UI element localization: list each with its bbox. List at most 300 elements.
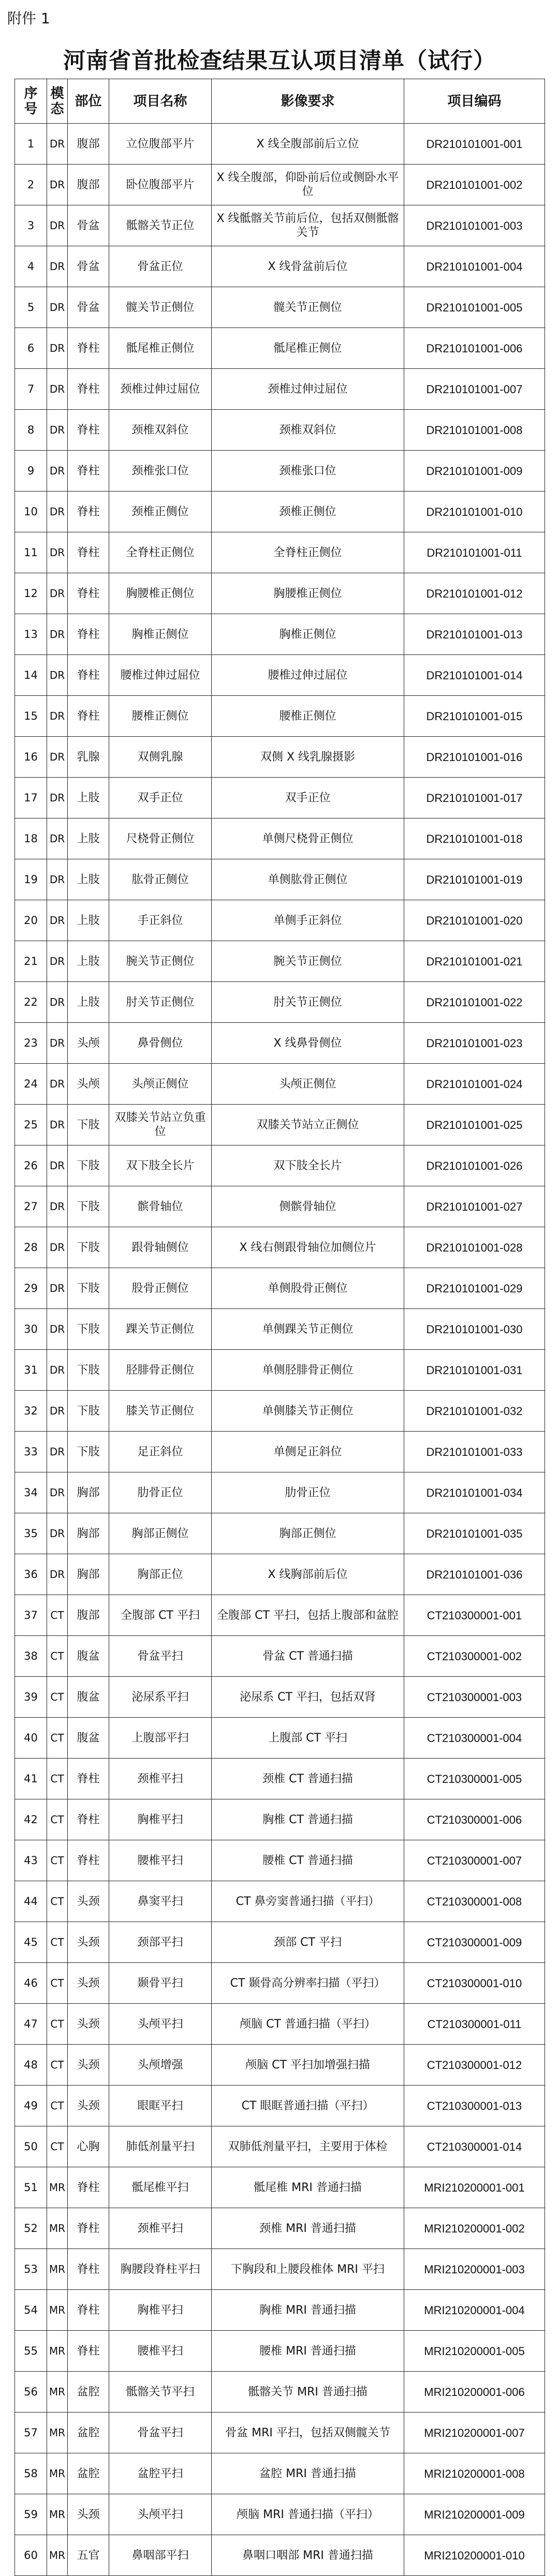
cell-code: CT210300001-012 [404,2045,545,2086]
cell-name: 头颅增强 [109,2045,212,2086]
cell-no: 13 [15,614,47,655]
table-row [15,941,545,982]
cell-part: 头颈 [68,2004,109,2045]
cell-modality: DR [47,982,68,1023]
cell-modality: DR [47,287,68,328]
table-row [15,1840,545,1881]
cell-code: CT210300001-009 [404,1922,545,1963]
cell-modality: MR [47,2372,68,2413]
cell-requirement: 髋关节正侧位 [212,287,404,328]
cell-part: 头颈 [68,2045,109,2086]
cell-name: 髌骨轴位 [109,1186,212,1227]
cell-part: 脊柱 [68,532,109,573]
cell-requirement: 肋骨正位 [212,1472,404,1513]
cell-name: 胸椎平扫 [109,2290,212,2331]
cell-part: 头颈 [68,1922,109,1963]
cell-requirement: 腰椎过伸过屈位 [212,655,404,696]
cell-code: DR210101001-034 [404,1472,545,1513]
cell-no: 37 [15,1595,47,1636]
cell-code: CT210300001-002 [404,1636,545,1677]
cell-modality: DR [47,696,68,737]
cell-modality: DR [47,1064,68,1105]
cell-modality: CT [47,2126,68,2167]
table-header-row [15,79,545,124]
cell-requirement: X 线骨盆前后位 [212,246,404,287]
cell-no: 36 [15,1554,47,1595]
cell-part: 下肢 [68,1309,109,1350]
cell-code: DR210101001-030 [404,1309,545,1350]
cell-part: 腹部 [68,124,109,165]
table-row [15,2004,545,2045]
cell-code: MRI210200001-010 [404,2535,545,2576]
cell-part: 腹盆 [68,1718,109,1759]
table-row [15,328,545,369]
table-row [15,1268,545,1309]
cell-no: 9 [15,451,47,492]
cell-code: DR210101001-004 [404,246,545,287]
cell-name: 髋关节正侧位 [109,287,212,328]
cell-name: 骨盆平扫 [109,2413,212,2453]
cell-name: 膝关节正侧位 [109,1391,212,1432]
cell-code: CT210300001-003 [404,1677,545,1718]
cell-requirement: CT 鼻旁窦普通扫描（平扫） [212,1881,404,1922]
cell-modality: DR [47,1350,68,1391]
cell-code: DR210101001-015 [404,696,545,737]
project-table [14,79,545,2576]
table-row [15,1636,545,1677]
cell-modality: DR [47,859,68,900]
cell-modality: DR [47,1391,68,1432]
cell-name: 胸部正侧位 [109,1513,212,1554]
cell-modality: DR [47,165,68,205]
cell-requirement: 腕关节正侧位 [212,941,404,982]
cell-name: 眼眶平扫 [109,2086,212,2126]
table-row [15,778,545,818]
cell-requirement: 腰椎正侧位 [212,696,404,737]
cell-requirement: 腰椎 CT 普通扫描 [212,1840,404,1881]
cell-code: DR210101001-023 [404,1023,545,1064]
table-row [15,410,545,451]
cell-code: DR210101001-016 [404,737,545,778]
cell-name: 双膝关节站立负重位 [109,1105,212,1145]
cell-modality: DR [47,900,68,941]
cell-code: DR210101001-006 [404,328,545,369]
cell-code: DR210101001-018 [404,818,545,859]
cell-requirement: 胸椎 CT 普通扫描 [212,1799,404,1840]
table-row [15,2494,545,2535]
cell-no: 54 [15,2290,47,2331]
cell-code: DR210101001-026 [404,1145,545,1186]
cell-code: CT210300001-008 [404,1881,545,1922]
cell-modality: DR [47,124,68,165]
table-row [15,982,545,1023]
cell-requirement: X 线右侧跟骨轴位加侧位片 [212,1227,404,1268]
cell-part: 头颅 [68,1064,109,1105]
cell-requirement: 单侧股骨正侧位 [212,1268,404,1309]
cell-no: 46 [15,1963,47,2004]
cell-no: 31 [15,1350,47,1391]
cell-code: DR210101001-027 [404,1186,545,1227]
cell-no: 19 [15,859,47,900]
cell-part: 盆腔 [68,2372,109,2413]
cell-no: 23 [15,1023,47,1064]
table-row [15,124,545,165]
table-row [15,1513,545,1554]
cell-part: 胸部 [68,1513,109,1554]
cell-modality: DR [47,614,68,655]
cell-modality: MR [47,2494,68,2535]
cell-code: CT210300001-005 [404,1759,545,1799]
cell-code: MRI210200001-005 [404,2331,545,2372]
cell-modality: CT [47,1636,68,1677]
cell-code: DR210101001-031 [404,1350,545,1391]
cell-modality: DR [47,1513,68,1554]
table-row [15,1105,545,1145]
cell-code: DR210101001-022 [404,982,545,1023]
cell-part: 上肢 [68,778,109,818]
cell-no: 30 [15,1309,47,1350]
cell-modality: CT [47,1840,68,1881]
cell-modality: MR [47,2535,68,2576]
cell-code: DR210101001-005 [404,287,545,328]
cell-code: DR210101001-029 [404,1268,545,1309]
cell-modality: DR [47,1554,68,1595]
cell-part: 脊柱 [68,2249,109,2290]
cell-modality: DR [47,492,68,532]
cell-no: 12 [15,573,47,614]
cell-modality: DR [47,1105,68,1145]
table-row [15,2331,545,2372]
cell-modality: MR [47,2331,68,2372]
header-name: 项目名称 [109,79,212,124]
cell-requirement: 骶髂关节 MRI 普通扫描 [212,2372,404,2413]
cell-requirement: 单侧胫腓骨正侧位 [212,1350,404,1391]
cell-name: 手正斜位 [109,900,212,941]
table-row [15,532,545,573]
table-row [15,1186,545,1227]
cell-code: DR210101001-025 [404,1105,545,1145]
cell-no: 32 [15,1391,47,1432]
table-row [15,1391,545,1432]
cell-name: 盆腔平扫 [109,2453,212,2494]
cell-modality: DR [47,1472,68,1513]
table-row [15,205,545,246]
cell-code: MRI210200001-003 [404,2249,545,2290]
cell-no: 47 [15,2004,47,2045]
cell-no: 17 [15,778,47,818]
cell-no: 21 [15,941,47,982]
table-row [15,2208,545,2249]
cell-part: 脊柱 [68,2167,109,2208]
cell-part: 脊柱 [68,328,109,369]
cell-part: 胸部 [68,1554,109,1595]
cell-name: 全腹部 CT 平扫 [109,1595,212,1636]
cell-part: 下肢 [68,1186,109,1227]
cell-requirement: 颈椎双斜位 [212,410,404,451]
cell-code: MRI210200001-004 [404,2290,545,2331]
table-row [15,1350,545,1391]
table-row [15,1963,545,2004]
table-row [15,1759,545,1799]
cell-modality: DR [47,573,68,614]
cell-modality: DR [47,205,68,246]
cell-modality: DR [47,941,68,982]
cell-name: 胸椎平扫 [109,1799,212,1840]
cell-name: 肘关节正侧位 [109,982,212,1023]
cell-code: CT210300001-013 [404,2086,545,2126]
cell-name: 胸腰段脊柱平扫 [109,2249,212,2290]
cell-name: 尺桡骨正侧位 [109,818,212,859]
cell-code: CT210300001-007 [404,1840,545,1881]
cell-no: 27 [15,1186,47,1227]
cell-code: CT210300001-001 [404,1595,545,1636]
cell-code: MRI210200001-002 [404,2208,545,2249]
cell-part: 头颅 [68,1023,109,1064]
cell-requirement: X 线全腹部前后立位 [212,124,404,165]
cell-no: 20 [15,900,47,941]
cell-part: 胸部 [68,1472,109,1513]
table-row [15,165,545,205]
cell-name: 踝关节正侧位 [109,1309,212,1350]
cell-name: 立位腹部平片 [109,124,212,165]
cell-requirement: 全腹部 CT 平扫，包括上腹部和盆腔 [212,1595,404,1636]
cell-name: 腰椎正侧位 [109,696,212,737]
cell-requirement: 头颅正侧位 [212,1064,404,1105]
cell-code: MRI210200001-001 [404,2167,545,2208]
table-row [15,2126,545,2167]
cell-code: DR210101001-021 [404,941,545,982]
cell-part: 骨盆 [68,287,109,328]
cell-modality: DR [47,328,68,369]
cell-no: 56 [15,2372,47,2413]
cell-part: 脊柱 [68,492,109,532]
cell-part: 脊柱 [68,614,109,655]
cell-code: DR210101001-032 [404,1391,545,1432]
table-row [15,1677,545,1718]
table-row [15,1922,545,1963]
cell-part: 头颈 [68,2494,109,2535]
cell-modality: CT [47,1718,68,1759]
cell-part: 心胸 [68,2126,109,2167]
cell-modality: CT [47,2086,68,2126]
cell-requirement: 双手正位 [212,778,404,818]
cell-modality: CT [47,1759,68,1799]
cell-name: 肺低剂量平扫 [109,2126,212,2167]
cell-requirement: 骶尾椎正侧位 [212,328,404,369]
table-body [15,124,545,2576]
cell-modality: DR [47,410,68,451]
cell-modality: DR [47,1023,68,1064]
cell-modality: DR [47,818,68,859]
cell-no: 50 [15,2126,47,2167]
cell-code: DR210101001-010 [404,492,545,532]
cell-part: 下肢 [68,1268,109,1309]
cell-part: 脊柱 [68,1840,109,1881]
table-row [15,614,545,655]
cell-code: DR210101001-008 [404,410,545,451]
cell-part: 腹盆 [68,1677,109,1718]
cell-part: 下肢 [68,1145,109,1186]
cell-part: 脊柱 [68,410,109,451]
cell-name: 骶髂关节正位 [109,205,212,246]
cell-requirement: 颈椎 CT 普通扫描 [212,1759,404,1799]
cell-name: 腰椎平扫 [109,1840,212,1881]
cell-name: 肋骨正位 [109,1472,212,1513]
table-row [15,2413,545,2453]
cell-part: 脊柱 [68,573,109,614]
header-modality: 模态 [47,79,68,124]
cell-code: DR210101001-003 [404,205,545,246]
cell-modality: DR [47,1227,68,1268]
cell-code: DR210101001-012 [404,573,545,614]
cell-part: 头颈 [68,2086,109,2126]
cell-name: 颈椎过伸过屈位 [109,369,212,410]
cell-requirement: X 线胸部前后位 [212,1554,404,1595]
cell-no: 40 [15,1718,47,1759]
cell-name: 颈椎平扫 [109,1759,212,1799]
cell-no: 7 [15,369,47,410]
cell-requirement: 颈椎 MRI 普通扫描 [212,2208,404,2249]
cell-no: 38 [15,1636,47,1677]
cell-requirement: 骶尾椎 MRI 普通扫描 [212,2167,404,2208]
cell-modality: MR [47,2167,68,2208]
cell-name: 头颅平扫 [109,2004,212,2045]
cell-name: 骶尾椎正侧位 [109,328,212,369]
cell-no: 48 [15,2045,47,2086]
table-row [15,1309,545,1350]
cell-code: DR210101001-009 [404,451,545,492]
cell-part: 头颈 [68,1963,109,2004]
cell-requirement: 上腹部 CT 平扫 [212,1718,404,1759]
cell-modality: CT [47,1595,68,1636]
cell-code: MRI210200001-008 [404,2453,545,2494]
cell-modality: CT [47,1881,68,1922]
table-row [15,1145,545,1186]
cell-modality: DR [47,1268,68,1309]
cell-part: 上肢 [68,859,109,900]
table-row [15,1432,545,1472]
cell-requirement: 骨盆 MRI 平扫，包括双侧髋关节 [212,2413,404,2453]
cell-requirement: 颅脑 CT 平扫加增强扫描 [212,2045,404,2086]
table-row [15,1023,545,1064]
cell-code: DR210101001-014 [404,655,545,696]
cell-no: 42 [15,1799,47,1840]
cell-code: MRI210200001-009 [404,2494,545,2535]
table-row [15,1718,545,1759]
cell-requirement: 颈椎正侧位 [212,492,404,532]
table-row [15,2535,545,2576]
cell-part: 脊柱 [68,2331,109,2372]
cell-name: 腰椎平扫 [109,2331,212,2372]
cell-part: 下肢 [68,1432,109,1472]
cell-no: 18 [15,818,47,859]
cell-no: 52 [15,2208,47,2249]
table-row [15,1595,545,1636]
cell-name: 双下肢全长片 [109,1145,212,1186]
cell-requirement: 单侧肱骨正侧位 [212,859,404,900]
cell-part: 脊柱 [68,2290,109,2331]
cell-name: 足正斜位 [109,1432,212,1472]
cell-no: 11 [15,532,47,573]
cell-name: 泌尿系平扫 [109,1677,212,1718]
cell-modality: CT [47,1799,68,1840]
table-row [15,2249,545,2290]
cell-modality: MR [47,2453,68,2494]
cell-name: 颈椎正侧位 [109,492,212,532]
table-row [15,737,545,778]
cell-requirement: 颈椎张口位 [212,451,404,492]
cell-code: MRI210200001-007 [404,2413,545,2453]
cell-requirement: 腰椎 MRI 普通扫描 [212,2331,404,2372]
cell-modality: DR [47,451,68,492]
cell-no: 5 [15,287,47,328]
cell-name: 双侧乳腺 [109,737,212,778]
cell-name: 肱骨正侧位 [109,859,212,900]
cell-modality: DR [47,532,68,573]
cell-no: 44 [15,1881,47,1922]
cell-part: 脊柱 [68,655,109,696]
table-row [15,451,545,492]
cell-requirement: 颅脑 MRI 普通扫描（平扫） [212,2494,404,2535]
cell-no: 60 [15,2535,47,2576]
cell-modality: DR [47,1309,68,1350]
table-row [15,2167,545,2208]
page-title: 河南省首批检查结果互认项目清单（试行） [63,48,496,74]
table-row [15,2290,545,2331]
cell-name: 腕关节正侧位 [109,941,212,982]
cell-modality: CT [47,1677,68,1718]
cell-requirement: 盆腔 MRI 普通扫描 [212,2453,404,2494]
cell-part: 下肢 [68,1105,109,1145]
table-row [15,492,545,532]
cell-code: DR210101001-011 [404,532,545,573]
table-row [15,1554,545,1595]
cell-part: 腹部 [68,1595,109,1636]
cell-no: 51 [15,2167,47,2208]
cell-no: 16 [15,737,47,778]
table-row [15,2372,545,2413]
cell-no: 8 [15,410,47,451]
cell-requirement: 颅脑 CT 普通扫描（平扫） [212,2004,404,2045]
table-row [15,1227,545,1268]
header-no: 序号 [15,79,47,124]
cell-code: CT210300001-010 [404,1963,545,2004]
cell-name: 卧位腹部平片 [109,165,212,205]
cell-requirement: 肘关节正侧位 [212,982,404,1023]
cell-requirement: 胸椎正侧位 [212,614,404,655]
cell-code: DR210101001-002 [404,165,545,205]
table-row [15,1064,545,1105]
cell-part: 盆腔 [68,2413,109,2453]
cell-requirement: 胸椎 MRI 普通扫描 [212,2290,404,2331]
cell-requirement: 单侧尺桡骨正侧位 [212,818,404,859]
cell-part: 腹盆 [68,1636,109,1677]
cell-no: 33 [15,1432,47,1472]
cell-name: 骨盆正位 [109,246,212,287]
cell-name: 胸腰椎正侧位 [109,573,212,614]
cell-name: 骨盆平扫 [109,1636,212,1677]
header-requirement: 影像要求 [212,79,404,124]
table-row [15,696,545,737]
cell-name: 胸椎正侧位 [109,614,212,655]
cell-no: 6 [15,328,47,369]
cell-name: 腰椎过伸过屈位 [109,655,212,696]
cell-part: 脊柱 [68,451,109,492]
cell-code: DR210101001-017 [404,778,545,818]
cell-requirement: 双肺低剂量平扫，主要用于体检 [212,2126,404,2167]
cell-modality: MR [47,2208,68,2249]
cell-requirement: 单侧足正斜位 [212,1432,404,1472]
